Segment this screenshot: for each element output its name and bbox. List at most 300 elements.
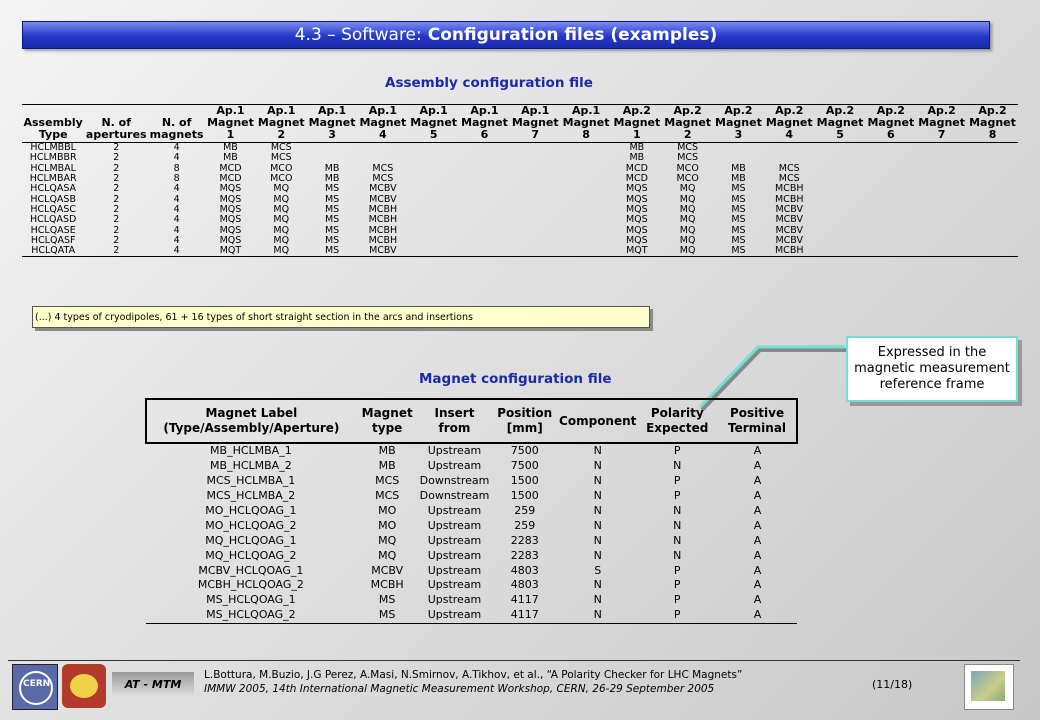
assembly-cell: MQS [219, 183, 242, 195]
assembly-cell [815, 215, 866, 225]
magnet-cell: P [673, 563, 681, 577]
magnet-cell: 2283 [510, 533, 539, 547]
assembly-cell: MQ [273, 214, 290, 226]
assembly-cell [865, 225, 916, 235]
assembly-cell: MQ [679, 234, 696, 246]
assembly-cell: MQS [625, 234, 648, 246]
magnet-cell: N [593, 533, 602, 547]
table-row [146, 474, 797, 489]
assembly-cell: MQS [219, 203, 242, 215]
assembly-cell: MCO [676, 173, 699, 185]
magnet-cell: Upstream [427, 593, 482, 607]
assembly-cell [561, 184, 612, 194]
assembly-cell [510, 205, 561, 215]
magnet-cell: MB [378, 459, 396, 473]
assembly-cell [357, 143, 408, 154]
assembly-cell [408, 215, 459, 225]
assembly-header-9: Ap.1 Magnet 7 [511, 104, 559, 141]
table-row [146, 489, 797, 504]
table-row [146, 593, 797, 608]
assembly-cell: 4 [173, 214, 180, 226]
assembly-cell: MS [731, 203, 746, 215]
reference-frame-callout [846, 336, 1018, 402]
callout-text: Expressed in the magnetic measurement reference frame [854, 345, 1010, 392]
assembly-cell: HCLQASC [30, 203, 77, 215]
magnet-cell: A [753, 444, 762, 458]
table-row [22, 246, 1018, 257]
assembly-cell: MB [223, 152, 238, 164]
table-row [22, 143, 1018, 154]
magnet-cell: A [718, 608, 797, 623]
assembly-cell [459, 143, 510, 154]
assembly-cell: MCS [372, 162, 394, 174]
assembly-cell [459, 174, 510, 184]
assembly-cell: MCS [270, 142, 292, 154]
assembly-cell [815, 236, 866, 246]
magnet-cell: MB_HCLMBA_1 [210, 444, 292, 458]
magnet-cell: MQ [378, 533, 397, 547]
magnet-cell: N [593, 459, 602, 473]
table-row [22, 164, 1018, 174]
assembly-cell: MS [324, 183, 340, 195]
assembly-cell [459, 225, 510, 235]
assembly-cell [561, 164, 612, 174]
assembly-header-18: Ap.2 Magnet 8 [967, 105, 1018, 143]
magnet-cell: MS_HCLQOAG_1 [206, 593, 296, 607]
magnet-cell: Upstream [427, 548, 482, 562]
assembly-section-title: Assembly configuration file [385, 75, 593, 91]
magnet-cell: P [636, 608, 718, 623]
assembly-cell [408, 143, 459, 154]
magnet-cell: MQ [378, 548, 397, 562]
assembly-cell [865, 164, 916, 174]
assembly-cell: 2 [113, 203, 120, 215]
assembly-cell: MQS [219, 214, 242, 226]
assembly-cell [815, 194, 866, 204]
assembly-header-2: N. of magnets [148, 105, 205, 143]
assembly-cell: MCBV [369, 183, 397, 195]
assembly-cell: MQ [679, 203, 696, 215]
magnet-cell: A [753, 578, 762, 592]
assembly-cell [408, 205, 459, 215]
magnet-cell: MCS_HCLMBA_2 [206, 489, 296, 503]
magnet-cell: P [673, 444, 681, 458]
assembly-cell: 2 [113, 162, 120, 174]
workshop-logo [964, 664, 1014, 710]
assembly-cell [916, 164, 967, 174]
assembly-cell: MQ [679, 214, 696, 226]
magnet-cell: N [593, 474, 602, 488]
assembly-cell: MCBV [369, 193, 397, 205]
magnet-cell: MCS_HCLMBA_1 [206, 474, 296, 488]
assembly-body [22, 143, 1018, 257]
assembly-cell: MCBH [774, 193, 804, 205]
assembly-cell: MQ [273, 234, 290, 246]
magnet-cell: N [593, 504, 602, 517]
table-row [22, 225, 1018, 235]
magnet-cell: P [673, 474, 681, 488]
magnet-header-0: Magnet Label (Type/Assembly/Aperture) [146, 399, 356, 443]
assembly-cell [459, 164, 510, 174]
assembly-cell [916, 143, 967, 154]
magnet-cell: N [673, 459, 682, 473]
assembly-cell [510, 225, 561, 235]
assembly-header-3: Ap.1 Magnet 1 [207, 104, 254, 141]
assembly-cell: MCS [778, 173, 800, 185]
magnet-header-row [146, 399, 797, 443]
assembly-cell: MB [324, 162, 340, 174]
magnet-cell: 4117 [490, 608, 559, 623]
assembly-header-17: Ap.2 Magnet 7 [918, 104, 966, 141]
assembly-cell: MCS [778, 162, 800, 174]
assembly-cell: HCLMBBR [29, 152, 77, 164]
assembly-cell: MCD [625, 162, 648, 174]
assembly-cell [916, 194, 967, 204]
assembly-cell: 8 [173, 173, 180, 185]
assembly-cell [510, 153, 561, 163]
assembly-cell: MQS [625, 203, 648, 215]
magnet-cell: N [593, 444, 602, 458]
cern-logo: CERN [12, 664, 58, 710]
magnet-cell: A [753, 459, 762, 473]
assembly-cell: MB [629, 152, 645, 164]
assembly-cell: 2 [113, 173, 120, 185]
assembly-cell: MCBV [775, 203, 804, 215]
assembly-cell [764, 143, 815, 154]
magnet-cell: 4803 [510, 578, 539, 592]
assembly-cell: MS [731, 234, 746, 246]
table-row [22, 215, 1018, 225]
assembly-cell [815, 205, 866, 215]
assembly-cell [408, 225, 459, 235]
magnet-cell: MQ_HCLQOAG_1 [205, 533, 297, 547]
magnet-cell: A [753, 533, 762, 547]
assembly-cell: MCO [676, 162, 699, 174]
magnet-cell: Downstream [419, 474, 490, 488]
magnet-cell: Upstream [427, 459, 482, 473]
assembly-cell [510, 215, 561, 225]
magnet-cell: A [753, 489, 762, 503]
assembly-cell: MQS [625, 193, 648, 205]
assembly-cell: MCD [625, 173, 648, 185]
assembly-cell [967, 215, 1018, 225]
assembly-cell: 4 [148, 246, 205, 257]
assembly-cell: MQS [625, 224, 648, 236]
table-row [22, 236, 1018, 246]
magnet-body [146, 443, 797, 623]
assembly-cell: MCBV [357, 246, 408, 257]
assembly-cell [815, 174, 866, 184]
magnet-cell: MQ_HCLQOAG_2 [205, 548, 297, 562]
magnet-header-6: Positive Terminal [718, 399, 797, 443]
assembly-cell [815, 153, 866, 163]
table-row [146, 608, 797, 623]
magnet-header-5: Polarity Expected [636, 399, 718, 443]
assembly-header-5: Ap.1 Magnet 3 [308, 104, 356, 141]
magnet-cell: A [753, 504, 762, 517]
assembly-cell [815, 225, 866, 235]
assembly-cell: MQS [625, 183, 648, 195]
magnet-cell: A [753, 593, 762, 607]
assembly-cell [815, 246, 866, 257]
assembly-cell: MS [713, 246, 764, 257]
footer-venue: IMMW 2005, 14th International Magnetic Measurement Workshop, CERN, 26-29 September 2005 [204, 683, 715, 695]
table-row [22, 194, 1018, 204]
magnet-cell: MS [356, 608, 419, 623]
assembly-cell: MQT [611, 246, 662, 257]
assembly-cell: MCD [219, 173, 242, 185]
assembly-cell: MQ [662, 246, 713, 257]
assembly-cell [459, 205, 510, 215]
magnet-header-1: Magnet type [356, 399, 419, 443]
assembly-cell: MCD [219, 162, 242, 174]
assembly-cell: 4 [173, 183, 180, 195]
assembly-header-8: Ap.1 Magnet 6 [461, 104, 508, 141]
assembly-cell: MS [324, 214, 340, 226]
assembly-cell: MQ [679, 183, 696, 195]
cryodipole-note [32, 306, 650, 328]
assembly-cell: MS [324, 224, 340, 236]
assembly-cell [865, 153, 916, 163]
assembly-cell: 4 [173, 234, 180, 246]
assembly-cell: MQS [625, 214, 648, 226]
assembly-cell [713, 143, 764, 154]
magnet-cell: P [673, 489, 681, 503]
assembly-cell: MQ [256, 246, 307, 257]
magnet-cell: MS [378, 593, 396, 607]
assembly-cell [561, 236, 612, 246]
assembly-cell [815, 143, 866, 154]
assembly-cell: 2 [113, 214, 120, 226]
assembly-cell: MB [731, 162, 746, 174]
magnet-cell: N [593, 593, 602, 607]
assembly-cell [408, 164, 459, 174]
magnet-cell: Upstream [427, 578, 482, 592]
assembly-header-12: Ap.2 Magnet 2 [664, 104, 712, 141]
assembly-cell: 4 [173, 193, 180, 205]
assembly-cell: HCLQASE [30, 224, 76, 236]
assembly-cell [916, 153, 967, 163]
magnet-cell: MCBV [371, 563, 404, 577]
assembly-header-13: Ap.2 Magnet 3 [715, 104, 762, 141]
assembly-header-16: Ap.2 Magnet 6 [867, 104, 915, 141]
table-row [146, 563, 797, 578]
assembly-cell: MQS [219, 224, 242, 236]
magnet-cell: 4117 [510, 593, 539, 607]
assembly-cell: MB [731, 173, 746, 185]
assembly-cell [865, 205, 916, 215]
magnet-header-4: Component [559, 399, 636, 443]
assembly-cell [916, 215, 967, 225]
assembly-cell: MS [731, 214, 746, 226]
assembly-cell [967, 225, 1018, 235]
assembly-cell [459, 184, 510, 194]
assembly-cell: 2 [113, 224, 120, 236]
assembly-cell [459, 236, 510, 246]
assembly-cell [967, 143, 1018, 154]
footer-authors: L.Bottura, M.Buzio, J.G Perez, A.Masi, N.Smirnov, A.Tikhov, et al., “A Polarity Checker for LHC Magnets” [204, 669, 743, 681]
assembly-cell [459, 194, 510, 204]
assembly-header-10: Ap.1 Magnet 8 [562, 104, 610, 141]
assembly-cell [967, 164, 1018, 174]
magnet-cell: Upstream [419, 608, 491, 623]
assembly-cell [865, 215, 916, 225]
assembly-cell [408, 236, 459, 246]
table-row [146, 578, 797, 593]
assembly-cell [307, 143, 358, 154]
footer-citation [204, 668, 742, 696]
assembly-cell: 4 [173, 152, 180, 164]
magnet-cell: 2283 [510, 548, 539, 562]
assembly-cell [815, 164, 866, 174]
slide-title [22, 21, 990, 49]
magnet-cell: MO [378, 504, 397, 517]
assembly-cell [510, 246, 561, 257]
table-row [146, 459, 797, 474]
magnet-cell: MB_HCLMBA_2 [210, 459, 292, 473]
magnet-cell: P [673, 593, 681, 607]
assembly-cell [459, 215, 510, 225]
magnet-cell: N [593, 518, 602, 532]
magnet-table [145, 398, 798, 624]
magnet-cell: MCS [375, 489, 400, 503]
assembly-cell: 2 [113, 234, 120, 246]
assembly-cell: HCLQATA [22, 246, 84, 257]
assembly-cell: 2 [113, 183, 120, 195]
assembly-header-14: Ap.2 Magnet 4 [765, 104, 813, 141]
table-row [146, 518, 797, 533]
assembly-cell: MCBH [764, 246, 815, 257]
magnet-cell: N [673, 504, 682, 517]
assembly-cell [510, 143, 561, 154]
assembly-cell [916, 184, 967, 194]
assembly-cell: 2 [113, 142, 120, 154]
assembly-header-0: Assembly Type [22, 105, 84, 143]
assembly-cell [916, 246, 967, 257]
assembly-cell [916, 225, 967, 235]
magnet-cell: N [673, 518, 682, 532]
magnet-cell: 1500 [510, 474, 539, 488]
magnet-cell: A [753, 474, 762, 488]
magnet-cell: Upstream [427, 504, 482, 517]
assembly-cell [510, 164, 561, 174]
assembly-cell [510, 194, 561, 204]
footer-divider [8, 660, 1020, 661]
magnet-cell: Downstream [419, 489, 490, 503]
assembly-cell [865, 236, 916, 246]
assembly-cell: MCO [270, 162, 293, 174]
assembly-cell [510, 184, 561, 194]
assembly-header-row [22, 105, 1018, 143]
assembly-cell: MCS [270, 152, 292, 164]
magnet-cell: 259 [514, 518, 536, 532]
assembly-cell [865, 246, 916, 257]
assembly-cell: MCBH [368, 224, 398, 236]
magnet-cell: N [593, 489, 602, 503]
magnet-cell: MCBH [370, 578, 404, 592]
magnet-cell: A [753, 563, 762, 577]
magnet-cell: MCS [375, 474, 400, 488]
magnet-cell: Upstream [427, 533, 482, 547]
magnet-emblem-logo [62, 664, 106, 708]
assembly-cell [967, 246, 1018, 257]
assembly-cell: MB [629, 142, 645, 154]
assembly-cell: 2 [113, 193, 120, 205]
assembly-cell: MQ [679, 193, 696, 205]
assembly-cell: HCLMBAR [29, 173, 77, 185]
assembly-cell: MS [324, 234, 340, 246]
assembly-cell: MQ [273, 224, 290, 236]
magnet-cell: A [753, 548, 762, 562]
assembly-cell: MCBV [775, 234, 804, 246]
magnet-cell: 259 [514, 504, 536, 517]
assembly-cell: MCS [677, 142, 699, 154]
assembly-cell [967, 184, 1018, 194]
assembly-cell: MCBV [775, 224, 804, 236]
assembly-cell: MS [731, 183, 746, 195]
assembly-cell: MCO [270, 173, 293, 185]
assembly-table [22, 104, 1018, 257]
assembly-cell [865, 174, 916, 184]
magnet-cell: MO [378, 518, 397, 532]
assembly-cell: MB [223, 142, 238, 154]
assembly-cell [967, 194, 1018, 204]
assembly-cell [561, 246, 612, 257]
magnet-cell: P [673, 578, 681, 592]
assembly-cell: HCLQASD [29, 214, 77, 226]
at-mtm-logo: AT - MTM [112, 672, 194, 696]
magnet-cell: MCBV_HCLQOAG_1 [198, 563, 304, 577]
assembly-header-6: Ap.1 Magnet 4 [359, 104, 407, 141]
magnet-section-title: Magnet configuration file [419, 371, 612, 387]
magnet-cell: N [559, 608, 636, 623]
assembly-cell: 4 [173, 203, 180, 215]
magnet-cell: MO_HCLQOAG_2 [205, 518, 297, 532]
magnet-cell: MCBH_HCLQOAG_2 [197, 578, 304, 592]
assembly-cell [510, 174, 561, 184]
magnet-cell: Upstream [427, 563, 482, 577]
assembly-cell: MQS [219, 193, 242, 205]
assembly-header-15: Ap.2 Magnet 5 [816, 104, 864, 141]
assembly-cell: MS [731, 193, 746, 205]
magnet-cell: 7500 [510, 459, 539, 473]
assembly-cell [865, 194, 916, 204]
slide-title-main: Configuration files (examples) [427, 25, 718, 45]
assembly-cell: MS [731, 224, 746, 236]
assembly-cell: MQ [273, 183, 290, 195]
assembly-cell [865, 143, 916, 154]
table-row [22, 174, 1018, 184]
assembly-cell [561, 215, 612, 225]
assembly-cell [510, 236, 561, 246]
magnet-cell: Upstream [427, 518, 482, 532]
assembly-cell: MCBH [774, 183, 804, 195]
magnet-cell: N [673, 533, 682, 547]
magnet-header-3: Position [mm] [490, 399, 559, 443]
assembly-cell [967, 174, 1018, 184]
assembly-cell [561, 153, 612, 163]
magnet-cell: MS_HCLQOAG_2 [146, 608, 356, 623]
assembly-cell: 2 [84, 246, 148, 257]
table-row [146, 504, 797, 519]
assembly-header-7: Ap.1 Magnet 5 [410, 104, 458, 141]
table-row [146, 443, 797, 459]
assembly-cell [916, 174, 967, 184]
assembly-cell [916, 236, 967, 246]
magnet-cell: S [594, 563, 602, 577]
assembly-cell [561, 225, 612, 235]
assembly-cell: MS [324, 193, 340, 205]
